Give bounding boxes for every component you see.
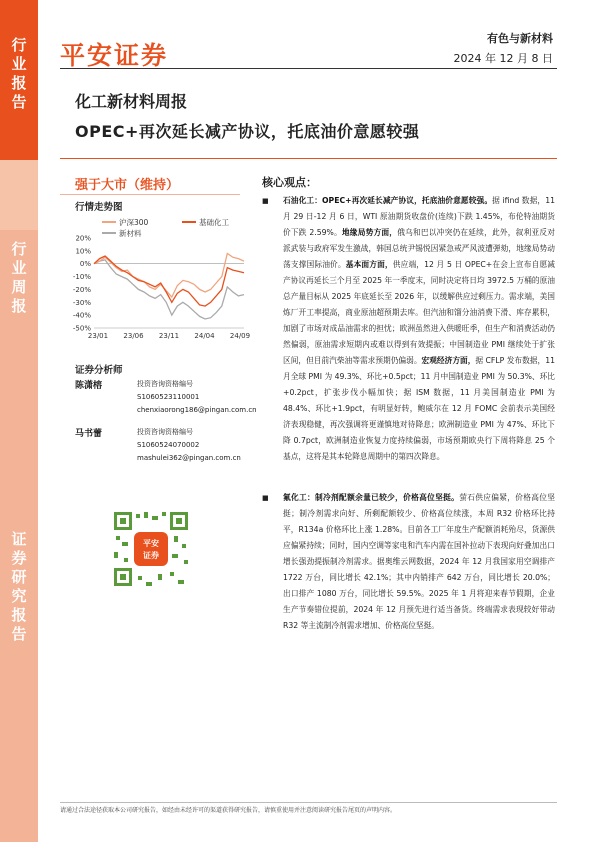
y-tick-label: -30% (72, 298, 91, 307)
bullet-icon: ■ (262, 494, 269, 502)
analyst-name: 马书蕾 (75, 429, 103, 439)
report-date: 2024 年 12 月 8 日 (453, 52, 553, 65)
trend-chart-label: 行情走势图 (75, 202, 123, 213)
title-divider (60, 158, 557, 159)
analyst-info (137, 378, 257, 417)
sidebar-label-industry-report: 行 业 报 告 (11, 36, 27, 111)
analyst-email[interactable]: mashulei362@pingan.com.cn (137, 454, 241, 462)
sidebar (0, 0, 38, 842)
analyst-info (137, 426, 241, 465)
sector-label: 有色与新材料 (487, 32, 553, 45)
analyst-cert-number: S1060523110001 (137, 393, 200, 401)
x-tick-label: 23/01 (87, 332, 109, 340)
rating: 强于大市（维持） (75, 178, 180, 193)
y-tick-label: -50% (72, 324, 91, 333)
sidebar-label-securities-research: 证 券 研 究 报 告 (11, 530, 27, 643)
trend-chart (62, 214, 250, 348)
svg-text:证券: 证券 (143, 551, 159, 560)
analyst-cert-number: S1060524070002 (137, 441, 200, 449)
rating-divider (60, 194, 240, 195)
header-divider (60, 68, 557, 69)
y-tick-label: -40% (72, 311, 91, 320)
analyst-name: 陈潇榕 (75, 381, 103, 391)
analyst-cert-label: 投资咨询资格编号 (137, 428, 193, 436)
bullet-icon: ■ (262, 197, 269, 205)
analyst-cert-label: 投资咨询资格编号 (137, 380, 193, 388)
y-tick-label: -20% (72, 285, 91, 294)
qr-code[interactable] (112, 510, 190, 588)
core-viewpoint-title: 核心观点： (262, 176, 317, 189)
legend-label: 基础化工 (199, 218, 229, 227)
analyst-email[interactable]: chenxiaorong186@pingan.com.cn (137, 406, 257, 414)
footer-disclaimer: 请通过合法途径获取本公司研究报告，如经由未经许可的渠道获得研究报告，请慎重使用并注意阅读研究报告尾页的声明内容。 (60, 807, 397, 814)
sidebar-mid-block (0, 160, 38, 230)
x-tick-label: 23/11 (158, 332, 180, 340)
sidebar-label-weekly-report: 行 业 周 报 (11, 240, 27, 315)
company-logo: 平安证券 (60, 41, 169, 70)
report-title: OPEC+再次延长减产协议，托底油价意愿较强 (75, 122, 420, 141)
analyst-section-label: 证券分析师 (75, 365, 123, 376)
y-tick-label: 0% (79, 260, 91, 269)
footer-divider (60, 802, 557, 803)
report-type: 化工新材料周报 (75, 92, 188, 111)
paragraph-fluorochemical: 氟化工：制冷剂配额余量已较少，价格高位坚挺。萤石供应偏紧，价格高位坚挺；制冷剂需求向好、所剩配额较少、价格高位续涨，本周 R32 价格环比持平，R134a 价格环比上涨 1.28%。目前各工厂年度生产配额消耗殆尽，货源供应偏紧持续；同时，国内空调等家电和汽车内需在国补拉动下表现向好叠加出口增长强劲提振制冷剂需求。据奥维云网数据，2024 年 12 月我国家用空调排产 1722 万台，同比增长 42.1%；其中内销排产 642 万台，同比增长 20.0%；出口排产 1080 万台，同比增长 59.5%。2025 年 1 月将迎来春节假期，企业生产节奏错位提前，2024 年 12 月预先进行适当备货。终端需求表现较好带动 R32 等主流制冷剂需求增加、价格高位坚挺。 (283, 493, 555, 630)
legend-label: 沪深300 (119, 218, 149, 227)
x-tick-label: 24/04 (194, 332, 215, 340)
x-tick-label: 24/09 (229, 332, 250, 340)
y-tick-label: 10% (75, 247, 91, 256)
y-tick-label: -10% (72, 273, 91, 282)
x-tick-label: 23/06 (123, 332, 144, 340)
paragraph-petrochemical: 石油化工：OPEC+再次延长减产协议，托底油价意愿较强。据 ifind 数据，11 月 29 日-12 月 6 日，WTI 原油期货收盘价(连续)下跌 1.45%，布伦特油期货价下跌 2.59%。地缘局势方面，俄乌和巴以冲突仍在延续，此外，叙利亚反对派武装与政府军发生激战，韩国总统尹锡悦因紧急戒严风波遭弹劾，地缘局势动荡支撑国际油价。基本面方面，供应端，12 月 5 日 OPEC+在会上宣布自愿减产协议再延长三个月至 2025 年一季度末，同时决定将日均 3972.5 万桶的原油总产量目标从 2025 年底延长至 2026 年，以缓解供应过剩压力。需求端，美国炼厂开工率提高，商业原油超预期去库。但汽油和馏分油消费下滑、库存累积，加剧了市场对成品油需求的担忧；欧洲虽然进入供暖旺季，但生产和消费活动仍然偏弱，原油需求短期内或难以得到有效提振；中国制造业 PMI 继续处于扩张区间，但目前汽柴油等需求预期仍偏弱。宏观经济方面，据 CFLP 发布数据，11 月全球 PMI 为 49.3%、环比+0.5pct；11 月中国制造业 PMI 为 50.3%、环比+0.2pct，扩张步伐小幅加快；据 ISM 数据，11 月美国制造业 PMI 为 48.4%、环比+1.9pct，有明显好转，鲍威尔在 12 月 FOMC 会前表示美国经济表现稳健，再次强调将更谨慎地对待降息；欧洲制造业 PMI 为 47%、环比下降 0.7pct，欧洲制造业恢复力度持续偏弱，市场预期欧央行下周将降息 25 个基点，这将是其本轮降息周期中的第四次降息。 (283, 196, 555, 461)
legend-label: 新材料 (119, 229, 142, 238)
y-tick-label: 20% (75, 234, 91, 243)
qr-logo-text: 平安 (143, 539, 159, 548)
